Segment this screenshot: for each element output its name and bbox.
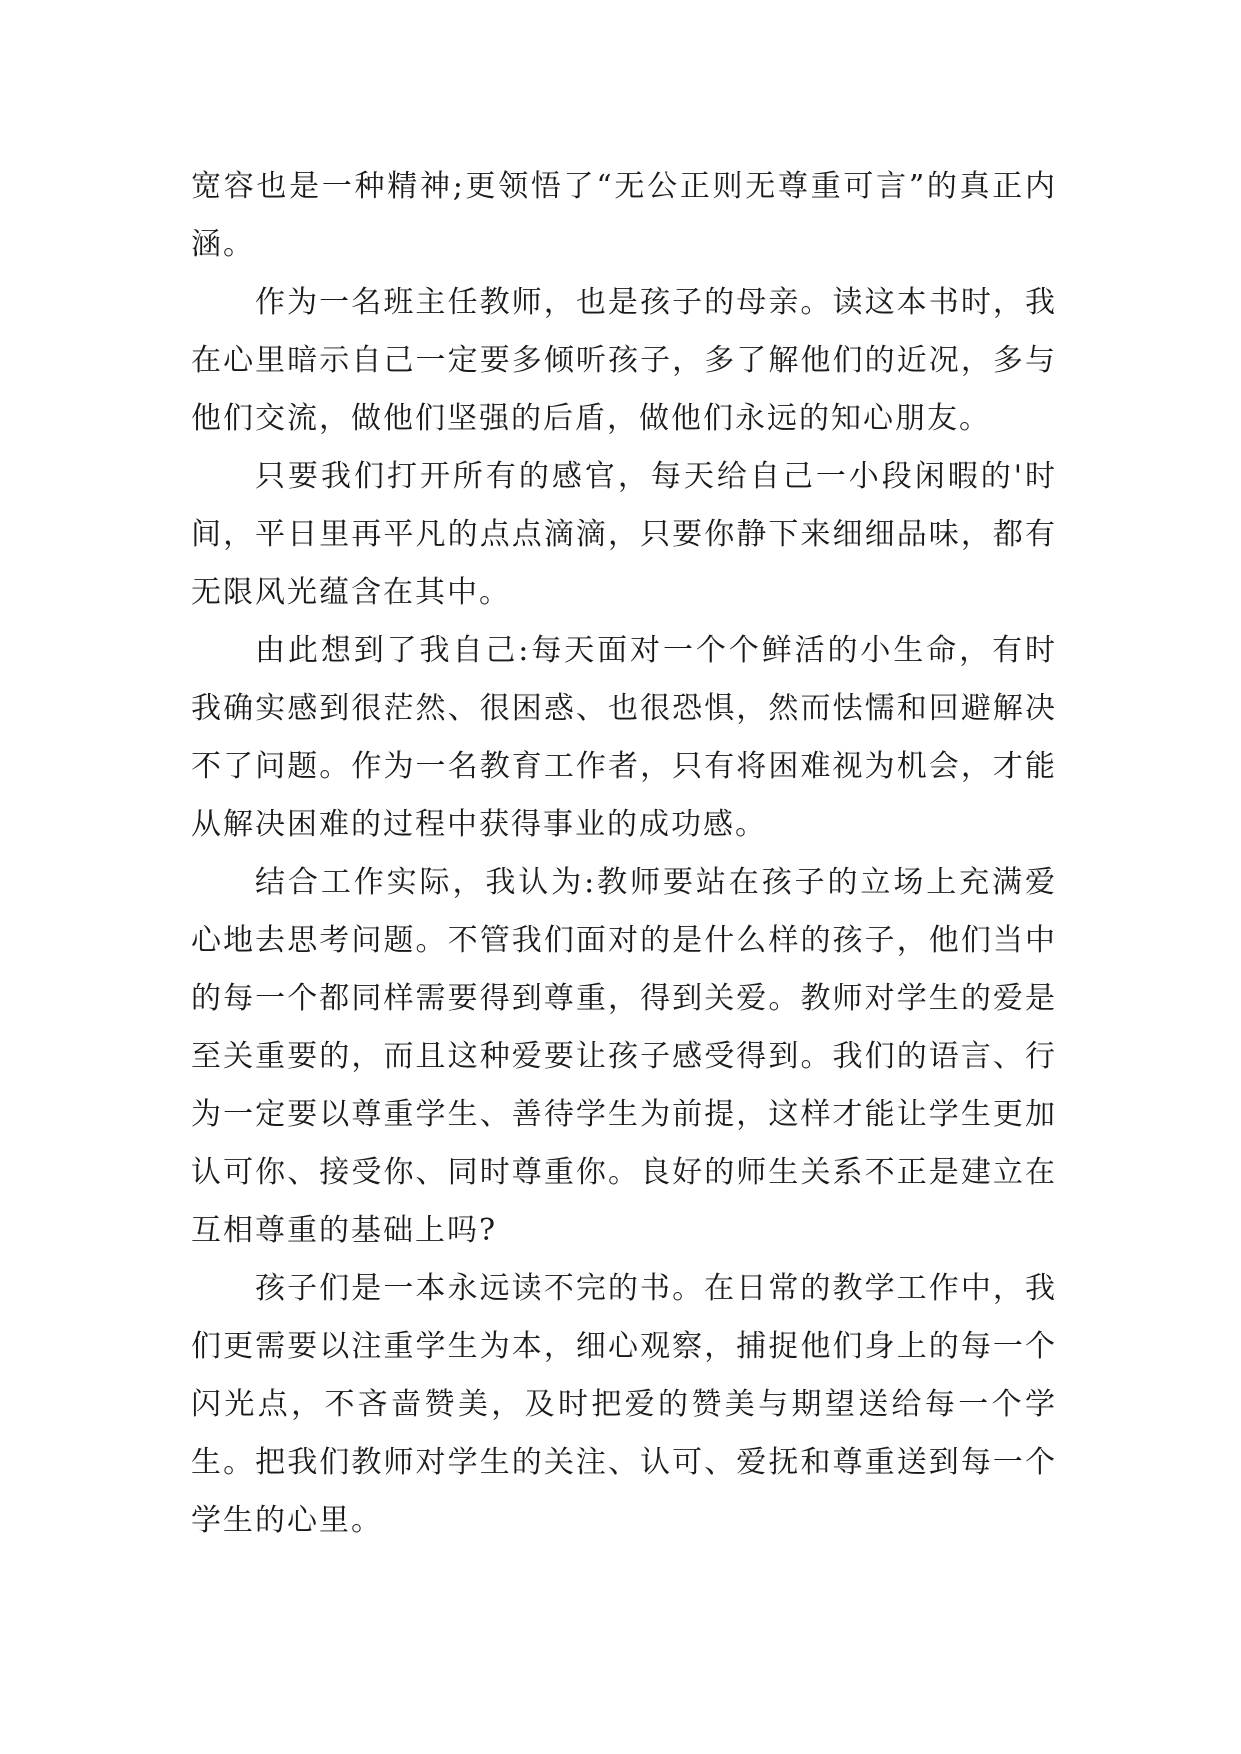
paragraph-6: 孩子们是一本永远读不完的书。在日常的教学工作中，我们更需要以注重学生为本，细心观察，捕捉他们身上的每一个闪光点，不吝啬赞美，及时把爱的赞美与期望送给每一个学生。把我们教师对学生的关注、认可、爱抚和尊重送到每一个学生的心里。 xyxy=(191,1271,1057,1538)
paragraph-1: 宽容也是一种精神;更领悟了“无公正则无尊重可言”的真正内涵。 xyxy=(191,169,1057,262)
paragraph-5: 结合工作实际，我认为:教师要站在孩子的立场上充满爱心地去思考问题。不管我们面对的是什么样的孩子，他们当中的每一个都同样需要得到尊重，得到关爱。教师对学生的爱是至关重要的，而且这种爱要让孩子感受得到。我们的语言、行为一定要以尊重学生、善待学生为前提，这样才能让学生更加认可你、接受你、同时尊重你。良好的师生关系不正是建立在互相尊重的基础上吗? xyxy=(191,865,1057,1248)
document-body xyxy=(191,158,1057,1550)
paragraph-3: 只要我们打开所有的感官，每天给自己一小段闲暇的'时间，平日里再平凡的点点滴滴，只要你静下来细细品味，都有无限风光蕴含在其中。 xyxy=(191,459,1057,610)
paragraph-4: 由此想到了我自己:每天面对一个个鲜活的小生命，有时我确实感到很茫然、很困惑、也很恐惧，然而怯懦和回避解决不了问题。作为一名教育工作者，只有将困难视为机会，才能从解决困难的过程中获得事业的成功感。 xyxy=(191,633,1057,842)
paragraph-2: 作为一名班主任教师，也是孩子的母亲。读这本书时，我在心里暗示自己一定要多倾听孩子，多了解他们的近况，多与他们交流，做他们坚强的后盾，做他们永远的知心朋友。 xyxy=(191,285,1057,436)
